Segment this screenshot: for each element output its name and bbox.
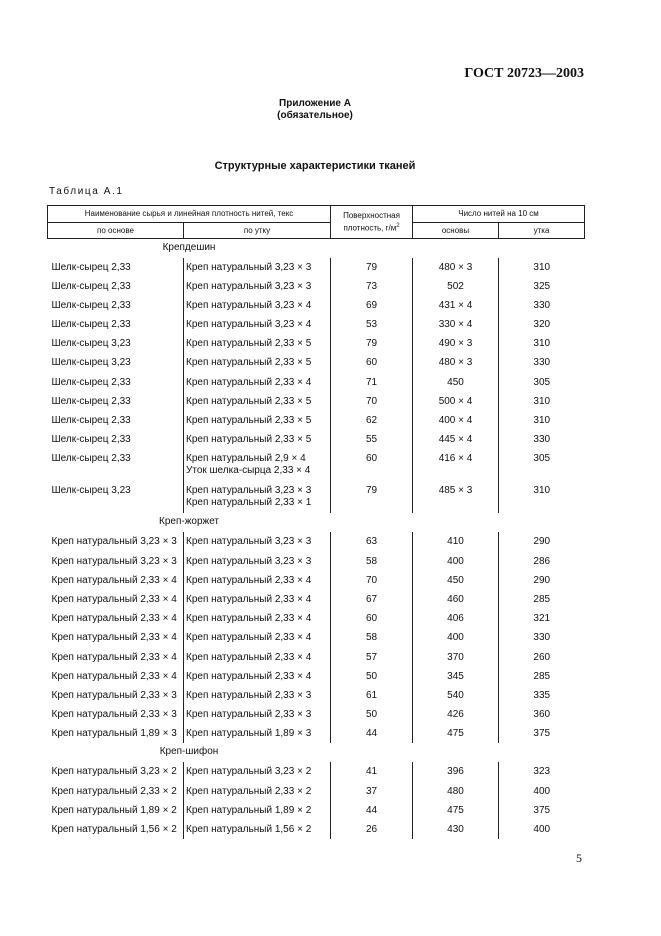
weft-material-cell bbox=[184, 628, 331, 647]
weft-material-line: Креп натуральный 2,33 × 3 bbox=[186, 709, 312, 721]
threads-weft-cell: 375 bbox=[499, 801, 585, 820]
weft-material-cell bbox=[184, 571, 331, 590]
density-cell: 67 bbox=[331, 590, 413, 609]
warp-material-cell: Шелк-сырец 2,33 bbox=[51, 376, 131, 388]
weft-material-line: Креп натуральный 2,33 × 2 bbox=[186, 785, 312, 797]
table-row bbox=[48, 411, 585, 430]
threads-warp-cell: 475 bbox=[413, 801, 499, 820]
density-cell: 70 bbox=[331, 571, 413, 590]
table-row bbox=[48, 315, 585, 334]
threads-warp-cell: 406 bbox=[413, 609, 499, 628]
threads-warp-cell: 450 bbox=[413, 571, 499, 590]
table-row bbox=[48, 801, 585, 820]
weft-material-cell bbox=[184, 334, 331, 353]
weft-material-cell bbox=[184, 667, 331, 686]
warp-material-cell: Шелк-сырец 3,23 bbox=[51, 485, 131, 497]
section-empty-cell bbox=[413, 743, 499, 762]
weft-material-cell bbox=[184, 258, 331, 277]
threads-warp-cell: 445 × 4 bbox=[413, 430, 499, 449]
threads-weft-cell: 310 bbox=[499, 334, 585, 353]
threads-weft-cell: 310 bbox=[499, 258, 585, 277]
density-cell: 58 bbox=[331, 552, 413, 571]
table-row bbox=[48, 258, 585, 277]
weft-material-cell bbox=[184, 449, 331, 481]
header-threads: Число нитей на 10 см bbox=[413, 206, 585, 223]
warp-material-cell: Креп натуральный 2,33 × 4 bbox=[51, 613, 177, 625]
table-row bbox=[48, 334, 585, 353]
weft-material-line: Креп натуральный 2,33 × 5 bbox=[186, 338, 312, 350]
table-row bbox=[48, 552, 585, 571]
table-row bbox=[48, 392, 585, 411]
threads-warp-cell: 370 bbox=[413, 648, 499, 667]
section-name: Креп-шифон bbox=[159, 746, 219, 758]
weft-material-line: Креп натуральный 3,23 × 3 bbox=[186, 555, 312, 567]
weft-material-cell bbox=[184, 411, 331, 430]
weft-material-line: Уток шелка-сырца 2,33 × 4 bbox=[186, 465, 311, 477]
section-empty-cell bbox=[331, 743, 413, 762]
table-row bbox=[48, 373, 585, 392]
table-row bbox=[48, 762, 585, 781]
threads-warp-cell: 480 × 3 bbox=[413, 258, 499, 277]
threads-warp-cell: 500 × 4 bbox=[413, 392, 499, 411]
density-cell: 55 bbox=[331, 430, 413, 449]
section-title: Структурные характеристики тканей bbox=[214, 160, 416, 172]
threads-weft-cell: 285 bbox=[499, 590, 585, 609]
table-row bbox=[48, 571, 585, 590]
weft-material-cell bbox=[184, 782, 331, 801]
weft-material-cell bbox=[184, 277, 331, 296]
warp-material-cell: Креп натуральный 3,23 × 3 bbox=[51, 555, 177, 567]
section-empty-cell bbox=[331, 239, 413, 258]
density-cell: 50 bbox=[331, 705, 413, 724]
threads-weft-cell: 320 bbox=[499, 315, 585, 334]
threads-warp-cell: 345 bbox=[413, 667, 499, 686]
weft-material-cell bbox=[184, 686, 331, 705]
warp-material-cell: Креп натуральный 2,33 × 2 bbox=[51, 785, 177, 797]
table-body bbox=[48, 239, 585, 840]
warp-material-cell: Шелк-сырец 2,33 bbox=[51, 261, 131, 273]
density-cell: 44 bbox=[331, 801, 413, 820]
density-cell: 63 bbox=[331, 532, 413, 551]
threads-weft-cell: 321 bbox=[499, 609, 585, 628]
weft-material-line: Креп натуральный 3,23 × 4 bbox=[186, 319, 312, 331]
weft-material-line: Креп натуральный 2,33 × 4 bbox=[186, 632, 312, 644]
weft-material-line: Креп натуральный 3,23 × 3 bbox=[186, 536, 312, 548]
weft-material-line: Креп натуральный 2,33 × 3 bbox=[186, 689, 312, 701]
weft-material-line: Креп натуральный 1,89 × 3 bbox=[186, 728, 312, 740]
threads-warp-cell: 502 bbox=[413, 277, 499, 296]
weft-material-cell bbox=[184, 296, 331, 315]
weft-material-line: Креп натуральный 2,33 × 5 bbox=[186, 434, 312, 446]
section-row bbox=[48, 513, 585, 532]
section-empty-cell bbox=[413, 239, 499, 258]
section-row bbox=[48, 743, 585, 762]
weft-material-line: Креп натуральный 3,23 × 3 bbox=[186, 261, 312, 273]
table-row bbox=[48, 590, 585, 609]
warp-material-cell: Креп натуральный 1,89 × 2 bbox=[51, 804, 177, 816]
weft-material-line: Креп натуральный 1,56 × 2 bbox=[186, 824, 312, 835]
table-row bbox=[48, 430, 585, 449]
weft-material-cell bbox=[184, 552, 331, 571]
threads-warp-cell: 475 bbox=[413, 724, 499, 743]
weft-material-cell bbox=[184, 762, 331, 781]
table-row bbox=[48, 449, 585, 481]
section-empty-cell bbox=[331, 513, 413, 532]
threads-warp-cell: 396 bbox=[413, 762, 499, 781]
weft-material-cell bbox=[184, 724, 331, 743]
density-cell: 62 bbox=[331, 411, 413, 430]
warp-material-cell: Шелк-сырец 2,33 bbox=[51, 434, 131, 446]
threads-weft-cell: 400 bbox=[499, 820, 585, 839]
density-cell: 41 bbox=[331, 762, 413, 781]
threads-warp-cell: 450 bbox=[413, 373, 499, 392]
threads-warp-cell: 540 bbox=[413, 686, 499, 705]
threads-weft-cell: 325 bbox=[499, 277, 585, 296]
weft-material-cell bbox=[184, 392, 331, 411]
appendix-subtitle: (обязательное) bbox=[277, 110, 353, 121]
section-empty-cell bbox=[499, 513, 585, 532]
weft-material-line: Креп натуральный 2,33 × 1 bbox=[186, 497, 312, 509]
warp-material-cell: Креп натуральный 3,23 × 2 bbox=[51, 766, 177, 778]
warp-material-cell: Шелк-сырец 2,33 bbox=[51, 453, 131, 465]
weft-material-line: Креп натуральный 2,33 × 4 bbox=[186, 670, 312, 682]
header-weft: по утку bbox=[184, 223, 331, 239]
section-empty-cell bbox=[413, 513, 499, 532]
warp-material-cell: Шелк-сырец 2,33 bbox=[51, 319, 131, 331]
density-cell: 79 bbox=[331, 481, 413, 513]
header-threads-weft: утка bbox=[499, 223, 585, 239]
weft-material-cell bbox=[184, 609, 331, 628]
table-row bbox=[48, 820, 585, 839]
threads-warp-cell: 400 × 4 bbox=[413, 411, 499, 430]
density-cell: 57 bbox=[331, 648, 413, 667]
threads-weft-cell: 286 bbox=[499, 552, 585, 571]
table-row bbox=[48, 705, 585, 724]
threads-warp-cell: 485 × 3 bbox=[413, 481, 499, 513]
threads-weft-cell: 330 bbox=[499, 296, 585, 315]
section-empty-cell bbox=[499, 239, 585, 258]
weft-material-cell bbox=[184, 430, 331, 449]
threads-warp-cell: 480 bbox=[413, 782, 499, 801]
warp-material-cell: Креп натуральный 2,33 × 3 bbox=[51, 689, 177, 701]
weft-material-line: Креп натуральный 2,9 × 4 bbox=[186, 453, 306, 465]
weft-material-cell bbox=[184, 820, 331, 839]
threads-weft-cell: 335 bbox=[499, 686, 585, 705]
table-row bbox=[48, 686, 585, 705]
weft-material-line: Креп натуральный 3,23 × 3 bbox=[186, 485, 312, 497]
section-row bbox=[48, 239, 585, 258]
warp-material-cell: Креп натуральный 2,33 × 4 bbox=[51, 632, 177, 644]
density-cell: 73 bbox=[331, 277, 413, 296]
weft-material-line: Креп натуральный 2,33 × 4 bbox=[186, 376, 312, 388]
header-density: Поверхностная плотность, $г/м^2$ bbox=[331, 206, 413, 239]
threads-warp-cell: 400 bbox=[413, 628, 499, 647]
weft-material-cell bbox=[184, 801, 331, 820]
appendix-title: Приложение А bbox=[279, 98, 351, 109]
table-row bbox=[48, 609, 585, 628]
table-caption: Таблица А.1 bbox=[49, 186, 124, 197]
threads-weft-cell: 330 bbox=[499, 353, 585, 372]
warp-material-cell: Шелк-сырец 3,23 bbox=[51, 357, 131, 369]
weft-material-cell bbox=[184, 481, 331, 513]
threads-weft-cell: 260 bbox=[499, 648, 585, 667]
warp-material-cell: Шелк-сырец 2,33 bbox=[51, 415, 131, 426]
density-cell: 69 bbox=[331, 296, 413, 315]
threads-weft-cell: 330 bbox=[499, 430, 585, 449]
section-name: Крепдешин bbox=[162, 242, 216, 253]
threads-weft-cell: 305 bbox=[499, 449, 585, 481]
density-cell: 70 bbox=[331, 392, 413, 411]
threads-weft-cell: 290 bbox=[499, 571, 585, 590]
threads-weft-cell: 400 bbox=[499, 782, 585, 801]
warp-material-cell: Шелк-сырец 2,33 bbox=[51, 299, 131, 311]
weft-material-cell bbox=[184, 648, 331, 667]
warp-material-cell: Шелк-сырец 2,33 bbox=[51, 395, 131, 407]
threads-weft-cell: 285 bbox=[499, 667, 585, 686]
table-row bbox=[48, 628, 585, 647]
weft-material-cell bbox=[184, 532, 331, 551]
weft-material-line: Креп натуральный 2,33 × 4 bbox=[186, 574, 312, 586]
density-cell: 26 bbox=[331, 820, 413, 839]
weft-material-cell bbox=[184, 353, 331, 372]
density-cell: 61 bbox=[331, 686, 413, 705]
section-empty-cell bbox=[499, 743, 585, 762]
density-cell: 37 bbox=[331, 782, 413, 801]
density-cell: 44 bbox=[331, 724, 413, 743]
threads-warp-cell: 416 × 4 bbox=[413, 449, 499, 481]
density-cell: 60 bbox=[331, 353, 413, 372]
fabric-structure-table bbox=[47, 205, 585, 839]
threads-weft-cell: 310 bbox=[499, 481, 585, 513]
threads-weft-cell: 290 bbox=[499, 532, 585, 551]
threads-weft-cell: 330 bbox=[499, 628, 585, 647]
weft-material-cell bbox=[184, 590, 331, 609]
threads-warp-cell: 431 × 4 bbox=[413, 296, 499, 315]
warp-material-cell: Креп натуральный 2,33 × 4 bbox=[51, 651, 177, 663]
threads-weft-cell: 375 bbox=[499, 724, 585, 743]
warp-material-cell: Креп натуральный 2,33 × 4 bbox=[51, 574, 177, 586]
threads-warp-cell: 480 × 3 bbox=[413, 353, 499, 372]
warp-material-cell: Креп натуральный 2,33 × 3 bbox=[51, 709, 177, 721]
threads-warp-cell: 426 bbox=[413, 705, 499, 724]
density-cell: 58 bbox=[331, 628, 413, 647]
weft-material-line: Креп натуральный 2,33 × 4 bbox=[186, 593, 312, 605]
threads-warp-cell: 410 bbox=[413, 532, 499, 551]
weft-material-line: Креп натуральный 2,33 × 4 bbox=[186, 651, 312, 663]
threads-weft-cell: 305 bbox=[499, 373, 585, 392]
threads-weft-cell: 360 bbox=[499, 705, 585, 724]
threads-warp-cell: 460 bbox=[413, 590, 499, 609]
weft-material-line: Креп натуральный 3,23 × 2 bbox=[186, 766, 312, 778]
header-name: Наименование сырья и линейная плотность нитей, текс bbox=[48, 206, 331, 223]
table-row bbox=[48, 296, 585, 315]
warp-material-cell: Шелк-сырец 3,23 bbox=[51, 338, 131, 350]
weft-material-cell bbox=[184, 373, 331, 392]
weft-material-line: Креп натуральный 2,33 × 5 bbox=[186, 395, 312, 407]
threads-weft-cell: 310 bbox=[499, 392, 585, 411]
page-number: 5 bbox=[576, 851, 582, 865]
document-code: ГОСТ 20723—2003 bbox=[464, 66, 584, 81]
weft-material-line: Креп натуральный 3,23 × 4 bbox=[186, 299, 312, 311]
density-cell: 60 bbox=[331, 609, 413, 628]
threads-weft-cell: 323 bbox=[499, 762, 585, 781]
density-cell: 53 bbox=[331, 315, 413, 334]
warp-material-cell: Шелк-сырец 2,33 bbox=[51, 280, 131, 292]
warp-material-cell: Креп натуральный 2,33 × 4 bbox=[51, 670, 177, 682]
section-name: Креп-жоржет bbox=[159, 516, 220, 528]
appendix-heading bbox=[0, 98, 630, 122]
header-threads-warp: основы bbox=[413, 223, 499, 239]
weft-material-line: Креп натуральный 3,23 × 3 bbox=[186, 280, 312, 292]
weft-material-cell bbox=[184, 315, 331, 334]
weft-material-line: Креп натуральный 1,89 × 2 bbox=[186, 804, 312, 816]
threads-warp-cell: 400 bbox=[413, 552, 499, 571]
weft-material-cell bbox=[184, 705, 331, 724]
header-warp: по основе bbox=[48, 223, 184, 239]
table-row bbox=[48, 724, 585, 743]
weft-material-line: Креп натуральный 2,33 × 5 bbox=[186, 415, 312, 426]
table-row bbox=[48, 648, 585, 667]
weft-material-line: Креп натуральный 2,33 × 4 bbox=[186, 613, 312, 625]
density-cell: 71 bbox=[331, 373, 413, 392]
warp-material-cell: Креп натуральный 3,23 × 3 bbox=[51, 536, 177, 548]
table-row bbox=[48, 532, 585, 551]
table-row bbox=[48, 353, 585, 372]
threads-warp-cell: 330 × 4 bbox=[413, 315, 499, 334]
threads-warp-cell: 430 bbox=[413, 820, 499, 839]
density-cell: 79 bbox=[331, 258, 413, 277]
warp-material-cell: Креп натуральный 2,33 × 4 bbox=[51, 593, 177, 605]
table-row bbox=[48, 277, 585, 296]
table-row bbox=[48, 782, 585, 801]
table-row bbox=[48, 481, 585, 513]
warp-material-cell: Креп натуральный 1,89 × 3 bbox=[51, 728, 177, 740]
warp-material-cell: Креп натуральный 1,56 × 2 bbox=[51, 824, 177, 835]
threads-weft-cell: 310 bbox=[499, 411, 585, 430]
density-cell: 60 bbox=[331, 449, 413, 481]
threads-warp-cell: 490 × 3 bbox=[413, 334, 499, 353]
weft-material-line: Креп натуральный 2,33 × 5 bbox=[186, 357, 312, 369]
density-cell: 79 bbox=[331, 334, 413, 353]
density-cell: 50 bbox=[331, 667, 413, 686]
table-row bbox=[48, 667, 585, 686]
